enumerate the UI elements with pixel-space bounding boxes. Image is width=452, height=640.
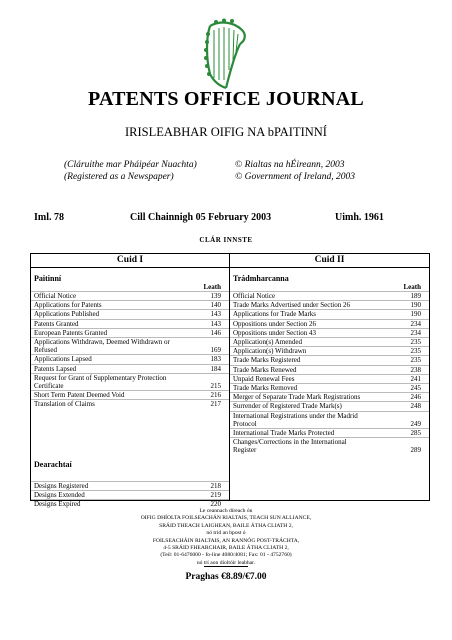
entry-page: 140	[210, 301, 221, 310]
contents-entry	[31, 337, 229, 346]
entry-page: 285	[410, 429, 421, 438]
registration-english: (Registered as a Newspaper)	[64, 172, 174, 182]
entry-page: 245	[410, 384, 421, 393]
entry-label: Official Notice	[34, 292, 77, 300]
entry-label: Unpaid Renewal Fees	[233, 374, 295, 383]
entry-label: Applications Published	[34, 310, 100, 319]
contents-entry	[31, 346, 229, 354]
entry-label: International Registrations under the Madrid	[233, 411, 358, 420]
entry-label: European Patents Granted	[34, 328, 108, 337]
page-column-label: Leath	[203, 283, 221, 291]
trademarks-list	[230, 291, 429, 455]
publisher-line: nó tríd an bpost ó	[206, 530, 246, 537]
part-one-heading: Cuid I	[31, 254, 229, 268]
entry-label: Trade Marks Removed	[233, 384, 298, 393]
entry-label: Applications for Patents	[34, 301, 102, 310]
entry-page: 143	[210, 319, 221, 328]
entry-label: Oppositions under Section 43	[233, 328, 317, 337]
issue-number: Uimh. 1961	[335, 212, 384, 223]
journal-title: PATENTS OFFICE JOURNAL	[88, 88, 364, 110]
entry-page: 235	[410, 356, 421, 365]
entry-page: 219	[210, 491, 221, 500]
entry-page: 183	[210, 355, 221, 364]
contents-entry	[230, 365, 429, 374]
contents-entry	[230, 428, 429, 437]
contents-entry	[230, 328, 429, 337]
copyright-symbol: ©	[235, 160, 243, 170]
contents-entry	[31, 390, 229, 399]
contents-entry	[230, 392, 429, 401]
entry-page: 190	[410, 301, 421, 310]
toc-title: CLÁR INNSTE	[199, 236, 253, 244]
copyright-irish	[235, 159, 355, 171]
entry-label: Register	[233, 446, 257, 455]
entry-page: 189	[410, 292, 421, 300]
patents-list	[31, 291, 229, 409]
registration-irish: (Cláruithe mar Pháipéar Nuachta)	[64, 160, 197, 170]
entry-label: Patents Lapsed	[34, 364, 77, 373]
entry-page: 238	[410, 365, 421, 374]
entry-label: Short Term Patent Deemed Void	[34, 391, 125, 400]
contents-entry	[31, 319, 229, 328]
entry-page: 235	[410, 338, 421, 347]
part-one-column	[31, 254, 230, 509]
entry-label: Applications for Trade Marks	[233, 310, 317, 319]
contents-entry	[230, 437, 429, 446]
copyright-english: © Government of Ireland, 2003	[235, 172, 356, 182]
contents-table	[30, 253, 430, 509]
contents-entry	[230, 355, 429, 364]
entry-page: 139	[210, 292, 221, 300]
contents-entry	[230, 319, 429, 328]
contents-entry	[230, 411, 429, 420]
entry-page: 190	[410, 310, 421, 319]
publisher-line: SRÁID THEACH LAIGHEAN, BAILE ÁTHA CLIATH 2,	[159, 522, 293, 529]
contents-entry	[31, 382, 229, 390]
entry-page: 143	[210, 310, 221, 319]
harp-emblem-icon	[196, 18, 252, 90]
entry-page: 249	[410, 419, 421, 428]
registration-left	[64, 159, 197, 183]
entry-page: 217	[210, 400, 221, 409]
publisher-line: 4-5 SRÁID FHEARCHAIR, BAILE ÁTHA CLIATH 2,	[163, 545, 289, 552]
entry-page: 169	[210, 346, 221, 355]
entry-label: Surrender of Registered Trade Mark(s)	[233, 402, 342, 411]
entry-page: 234	[410, 328, 421, 337]
contents-entry	[230, 374, 429, 383]
patents-section-title: Paitinní	[34, 274, 62, 283]
publisher-info	[0, 508, 452, 567]
entry-label: Request for Grant of Supplementary Protection	[34, 373, 167, 382]
contents-entry	[31, 309, 229, 318]
entry-page: 184	[210, 364, 221, 373]
entry-page: 218	[210, 482, 221, 490]
contents-entry	[230, 446, 429, 454]
entry-label: Protocol	[233, 419, 257, 428]
contents-entry	[230, 401, 429, 410]
entry-label: Application(s) Withdrawn	[233, 347, 307, 356]
contents-entry	[31, 399, 229, 408]
contents-entry	[230, 420, 429, 428]
entry-page: 289	[410, 446, 421, 455]
designs-block	[31, 454, 229, 509]
contents-entry	[31, 481, 229, 490]
entry-label: Application(s) Amended	[233, 338, 303, 347]
entry-label: Oppositions under Section 26	[233, 319, 317, 328]
price: Praghas €8.89/€7.00	[185, 572, 267, 582]
entry-page: 216	[210, 391, 221, 400]
entry-label: Applications Withdrawn, Deemed Withdrawn or	[34, 338, 170, 347]
journal-subtitle: IRISLEABHAR OIFIG NA bPAITINNÍ	[125, 125, 327, 139]
entry-page	[207, 338, 221, 346]
entry-page: 246	[410, 393, 421, 402]
entry-label: Trade Marks Advertised under Section 26	[233, 301, 350, 310]
entry-label: International Trade Marks Protected	[233, 429, 335, 438]
entry-label: Applications Lapsed	[34, 355, 92, 364]
entry-label: Designs Registered	[34, 482, 89, 490]
designs-list	[31, 481, 229, 509]
contents-entry	[230, 346, 429, 355]
entry-page: 248	[410, 402, 421, 411]
entry-label: Refused	[34, 346, 57, 355]
publisher-line: (Teil: 01-6476000 - fo-líne 4080/4081; Fax: 01 - 4752760)	[160, 552, 292, 559]
entry-page	[407, 412, 421, 420]
entry-page: 235	[410, 347, 421, 356]
entry-label: Designs Expired	[34, 500, 81, 509]
contents-entry	[230, 300, 429, 309]
entry-page	[407, 438, 421, 446]
place-date: Cill Chainnigh 05 February 2003	[130, 212, 272, 223]
trademarks-section-title: Trádmharcanna	[233, 274, 289, 283]
entry-page	[207, 374, 221, 382]
entry-label: Changes/Corrections in the International	[233, 438, 347, 447]
part-two-heading: Cuid II	[230, 254, 429, 268]
entry-label: Translation of Claims	[34, 400, 95, 409]
entry-label: Trade Marks Renewed	[233, 365, 297, 374]
entry-label: Patents Granted	[34, 319, 79, 328]
copyright-irish-text: Rialtas na hÉireann, 2003	[244, 160, 345, 170]
contents-entry	[31, 328, 229, 337]
entry-label: Official Notice	[233, 292, 276, 300]
contents-entry	[31, 490, 229, 499]
contents-entry	[230, 337, 429, 346]
contents-entry	[31, 373, 229, 382]
part-two-column	[230, 254, 429, 500]
publisher-line: OIFIG DHÍOLTA FOILSEACHÁN RIALTAIS, TEACH SUN ALLIANCE,	[140, 515, 312, 522]
divider	[204, 566, 248, 567]
volume-number: Iml. 78	[34, 212, 64, 223]
contents-entry	[31, 354, 229, 363]
contents-entry	[31, 364, 229, 373]
contents-entry	[230, 291, 429, 300]
entry-label: Certificate	[34, 382, 64, 391]
contents-entry	[230, 309, 429, 318]
entry-label: Merger of Separate Trade Mark Registrations	[233, 393, 361, 402]
publisher-line: Le ceannach díreach ón	[199, 508, 253, 514]
contents-entry	[31, 291, 229, 300]
entry-label: Trade Marks Registered	[233, 356, 301, 365]
entry-label: Designs Extended	[34, 491, 85, 500]
designs-section-title: Dearachtaí	[34, 460, 72, 469]
page-column-label: Leath	[403, 283, 421, 291]
copyright-block	[235, 159, 355, 183]
publisher-line: nó trí aon díoltóir leabhar.	[196, 559, 256, 566]
entry-page: 234	[410, 319, 421, 328]
entry-page: 241	[410, 374, 421, 383]
publisher-line: FOILSEACHÁIN RIALTAIS, AN RANNÓG POST-TRÁCHTA,	[152, 537, 300, 544]
contents-entry	[230, 383, 429, 392]
entry-page: 146	[210, 328, 221, 337]
contents-entry	[31, 300, 229, 309]
entry-page: 220	[210, 500, 221, 509]
entry-page: 215	[210, 382, 221, 391]
